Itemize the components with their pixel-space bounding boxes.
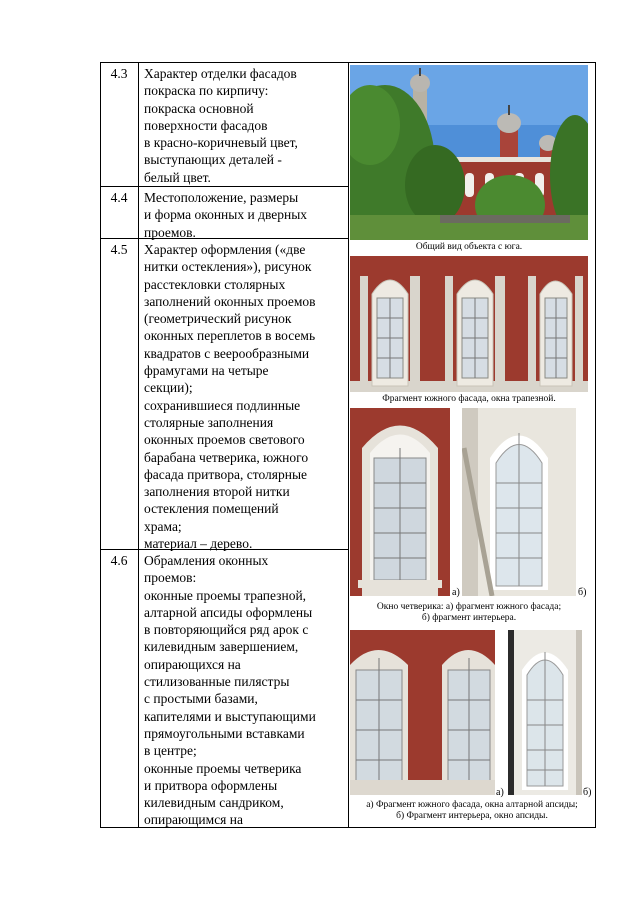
caption-apse-windows: а) Фрагмент южного фасада, окна алтарной апсиды; б) Фрагмент интерьера, окно апсиды. — [366, 800, 578, 821]
row-number: 4.5 — [110, 242, 128, 257]
photo-apse-window-interior — [508, 630, 582, 795]
label-a: а) — [496, 787, 504, 798]
caption-quadrangle-window: Окно четверика: а) фрагмент южного фасада; б) фрагмент интерьера. — [376, 602, 562, 623]
caption-general-view: Общий вид объекта с юга. — [415, 242, 523, 252]
row-text: Обрамления оконных проемов: оконные проемы трапезной, алтарной апсиды оформлены в повторяющийся ряд арок с килевидным завершением, опирающихся на стилизованные пилястры с простыми базами, капителями и выступающими прямоугольными вставками в центре; оконные проемы четверика и притвора оформлены килевидным сандриком, опирающимся на — [144, 553, 316, 828]
row-text: Характер оформления («две нитки остекления»), рисунок расстекловки столярных заполнений оконных проемов (геометрический рисунок оконных переплетов в восемь квадратов с веерообразными фрамугами на четыре секции); сохранившиеся подлинные столярные заполнения оконных проемов светового барабана четверика, южного фасада притвора, столярные заполнения второй нитки остекления помещений храма; материал – дерево. — [144, 242, 316, 552]
caption-refectory-windows: Фрагмент южного фасада, окна трапезной. — [382, 394, 556, 404]
row-text: Характер отделки фасадов покраска по кирпичу: покраска основной поверхности фасадов в красно-коричневый цвет, выступающих деталей - белый цвет. — [144, 66, 298, 185]
row-number: 4.3 — [110, 66, 128, 81]
photo-quadrangle-window-exterior — [350, 408, 450, 596]
photo-quadrangle-window-interior — [462, 408, 576, 596]
label-b: б) — [578, 587, 587, 598]
photo-apse-windows-exterior — [350, 630, 495, 795]
photo-general-view — [350, 65, 588, 240]
label-a: а) — [452, 587, 460, 598]
row-number: 4.4 — [110, 190, 128, 205]
label-b: б) — [583, 787, 592, 798]
row-divider — [101, 186, 348, 187]
column-divider — [138, 63, 139, 827]
row-number: 4.6 — [110, 553, 128, 568]
photo-refectory-windows — [350, 256, 588, 392]
row-text: Местоположение, размеры и форма оконных и дверных проемов. — [144, 190, 308, 240]
